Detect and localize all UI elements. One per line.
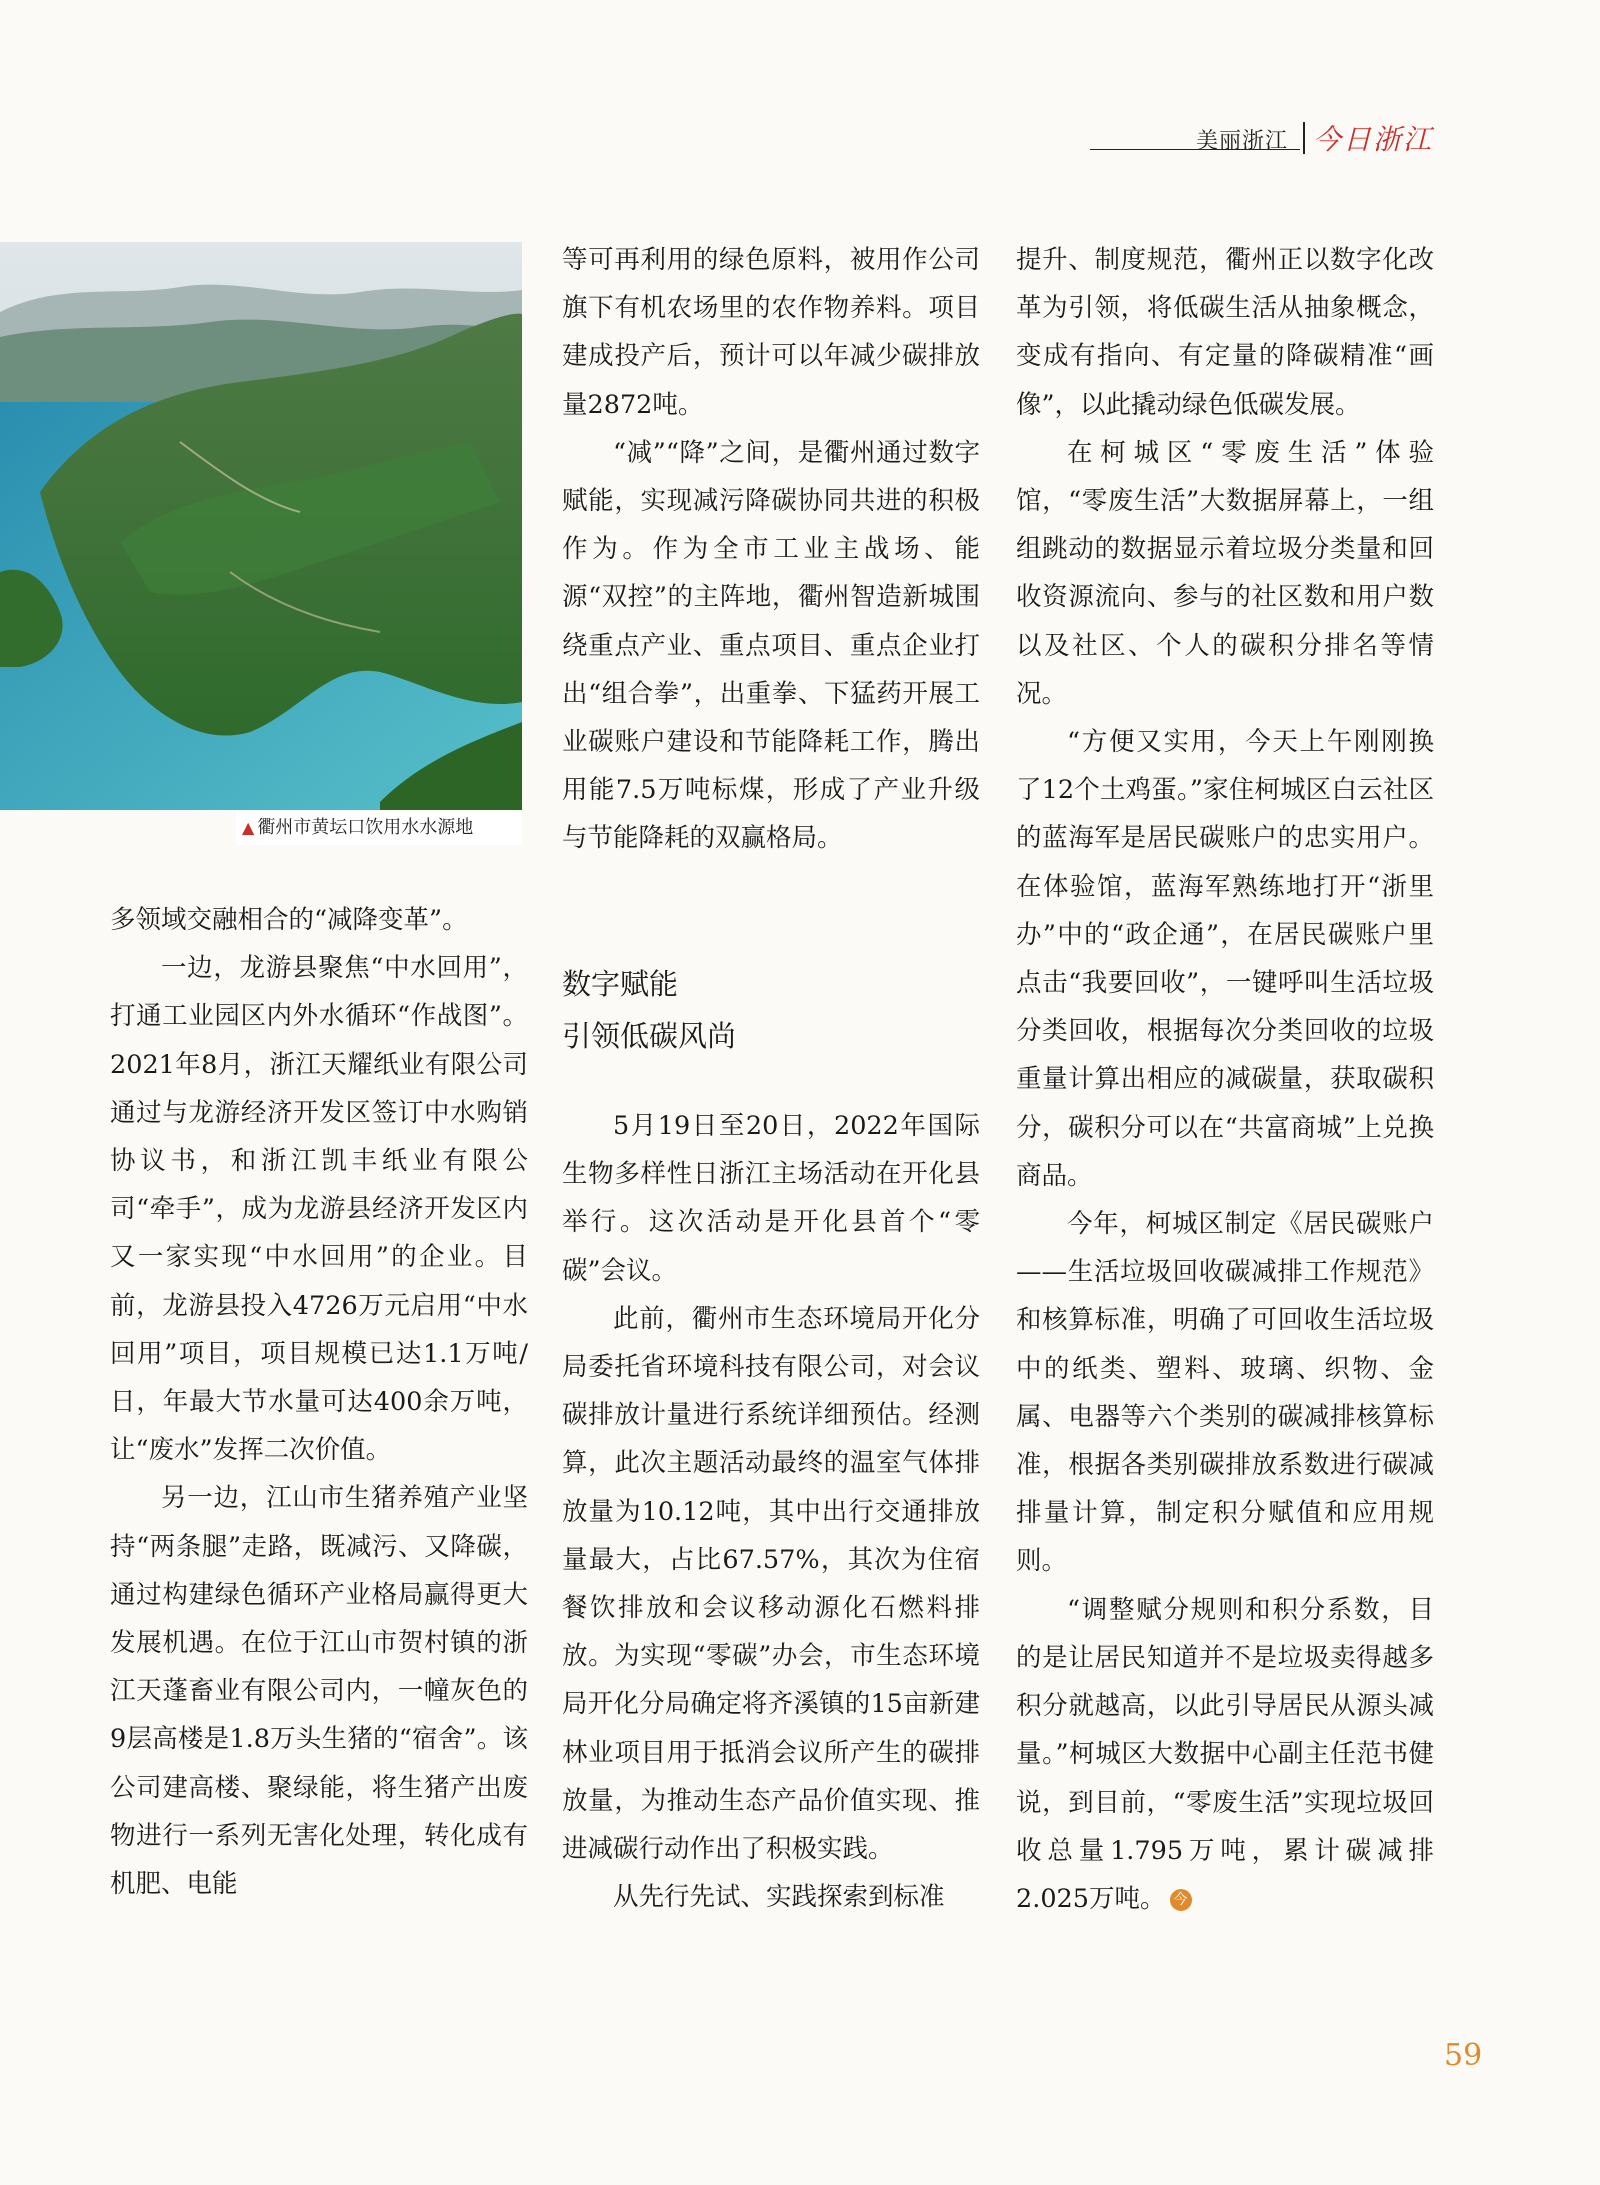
- header-divider: [1303, 122, 1305, 154]
- paragraph: 一边，龙游县聚焦“中水回用”，打通工业园区内外水循环“作战图”。2021年8月，浙江天耀纸业有限公司通过与龙游经济开发区签订中水购销协议书，和浙江凯丰纸业有限公司“牵手”，成为龙游县经济开发区内又一家实现“中水回用”的企业。目前，龙游县投入4726万元启用“中水回用”项目，项目规模已达1.1万吨/日，年最大节水量可达400余万吨，让“废水”发挥二次价值。: [110, 953, 528, 1466]
- paragraph: 今年，柯城区制定《居民碳账户——生活垃圾回收碳减排工作规范》和核算标准，明确了可回收生活垃圾中的纸类、塑料、玻璃、织物、金属、电器等六个类别的碳减排核算标准，根据各类别碳排放系数进行碳减排量计算，制定积分赋值和应用规则。: [1016, 1209, 1434, 1577]
- article-column-2-lower: [562, 1102, 980, 1921]
- section-label: 美丽浙江: [1196, 129, 1289, 154]
- article-column-3: [1016, 236, 1434, 1923]
- article-column-1: [110, 896, 528, 1908]
- caption-marker-icon: ▲: [242, 818, 255, 837]
- paragraph: 多领域交融相合的“减降变革”。: [110, 905, 468, 935]
- photo-caption: [236, 811, 522, 845]
- photo-caption-text: 衢州市黄坛口饮用水水源地: [257, 817, 474, 838]
- paragraph: 从先行先试、实践探索到标准: [613, 1882, 945, 1913]
- article-column-2: [562, 236, 980, 863]
- paragraph: 另一边，江山市生猪养殖产业坚持“两条腿”走路，既减污、又降碳，通过构建绿色循环产业格局赢得更大发展机遇。在位于江山市贺村镇的浙江天蓬畜业有限公司内，一幢灰色的9层高楼是1.8万头生猪的“宿舍”。该公司建高楼、聚绿能，将生猪产出废物进行一系列无害化处理，转化成有机肥、电能: [110, 1483, 528, 1900]
- page-number: 59: [1444, 2038, 1483, 2073]
- end-mark-icon: 今: [1170, 1889, 1192, 1911]
- paragraph: “减”“降”之间，是衢州通过数字赋能，实现减污降碳协同共进的积极作为。作为全市工业主战场、能源“双控”的主阵地，衢州智造新城围绕重点产业、重点项目、重点企业打出“组合拳”，出重拳、下猛药开展工业碳账户建设和节能降耗工作，腾出用能7.5万吨标煤，形成了产业升级与节能降耗的双赢格局。: [562, 437, 980, 854]
- paragraph: 提升、制度规范，衢州正以数字化改革为引领，将低碳生活从抽象概念，变成有指向、有定量的降碳精准“画像”，以此撬动绿色低碳发展。: [1016, 245, 1434, 420]
- paragraph-final-text: “调整赋分规则和积分系数，目的是让居民知道并不是垃圾卖得越多积分就越高，以此引导居民从源头减量。”柯城区大数据中心副主任范书健说，到目前，“零废生活”实现垃圾回收总量1.795万吨，累计碳减排2.025万吨。: [1016, 1594, 1434, 1914]
- section-heading-line-1: 数字赋能: [562, 967, 679, 1001]
- paragraph-final: [1016, 1586, 1434, 1923]
- paragraph: 5月19日至20日，2022年国际生物多样性日浙江主场活动在开化县举行。这次活动是开化县首个“零碳”会议。: [562, 1111, 980, 1286]
- brand-logo: 今日浙江: [1313, 123, 1434, 156]
- paragraph: 此前，衢州市生态环境局开化分局委托省环境科技有限公司，对会议碳排放计量进行系统详细预估。经测算，此次主题活动最终的温室气体排放量为10.12吨，其中出行交通排放量最大，占比67.57%，其次为住宿餐饮排放和会议移动源化石燃料排放。为实现“零碳”办会，市生态环境局开化分局确定将齐溪镇的15亩新建林业项目用于抵消会议所产生的碳排放量，为推动生态产品价值实现、推进减碳行动作出了积极实践。: [562, 1303, 980, 1865]
- section-heading-line-2: 引领低碳风尚: [562, 1019, 737, 1053]
- paragraph: “方便又实用，今天上午刚刚换了12个土鸡蛋。”家住柯城区白云社区的蓝海军是居民碳账户的忠实用户。在体验馆，蓝海军熟练地打开“浙里办”中的“政企通”，在居民碳账户里点击“我要回收”，一键呼叫生活垃圾分类回收，根据每次分类回收的垃圾重量计算出相应的减碳量，获取碳积分，碳积分可以在“共富商城”上兑换商品。: [1016, 727, 1434, 1191]
- paragraph: 等可再利用的绿色原料，被用作公司旗下有机农场里的农作物养料。项目建成投产后，预计可以年减少碳排放量2872吨。: [562, 245, 980, 420]
- reservoir-photo: [0, 242, 522, 810]
- section-heading: [562, 958, 736, 1062]
- reservoir-photo-illustration: [0, 242, 522, 810]
- paragraph: 在柯城区“零废生活”体验馆，“零废生活”大数据屏幕上，一组组跳动的数据显示着垃圾分类量和回收资源流向、参与的社区数和用户数以及社区、个人的碳积分排名等情况。: [1016, 437, 1434, 709]
